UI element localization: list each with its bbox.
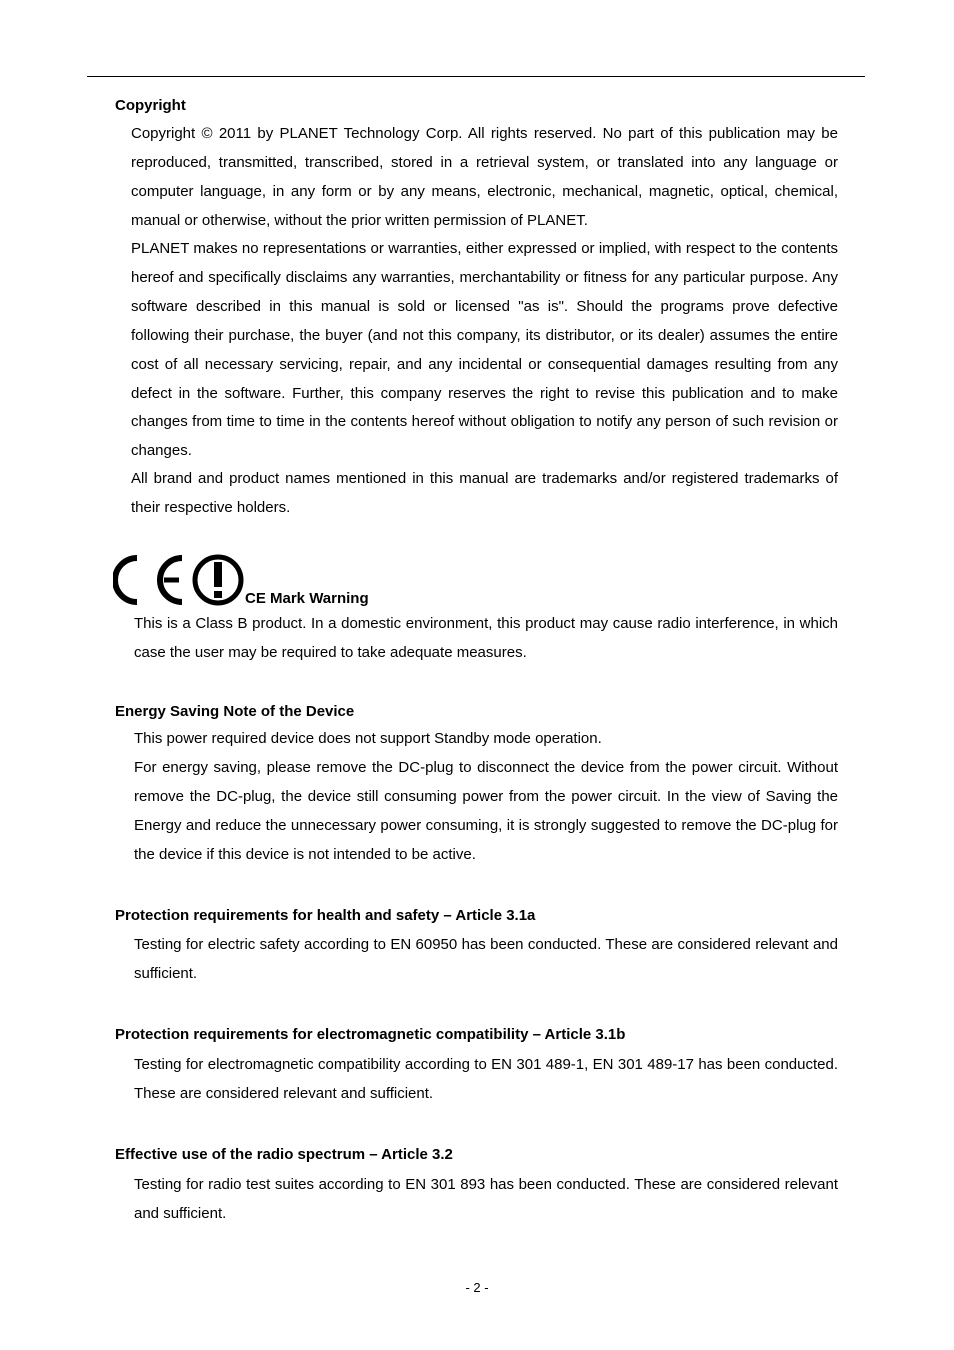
health-safety-heading: Protection requirements for health and safety – Article 3.1a [115,907,536,924]
ce-alert-mark-icon [113,553,248,606]
ce-mark-heading: CE Mark Warning [245,590,369,607]
copyright-heading: Copyright [115,97,186,114]
page-number: - 2 - [465,1280,489,1295]
copyright-paragraph-1: Copyright © 2011 by PLANET Technology Corp. All rights reserved. No part of this publication may be reproduced, transmitted, transcribed, stored in a retrieval system, or translated into any language or computer language, in any form or by any means, electronic, mechanical, magnetic, optical, chemical, manual or otherwise, without the prior written permission of PLANET. [131,125,838,229]
header-rule [87,76,865,77]
radio-spectrum-paragraph: Testing for radio test suites according to EN 301 893 has been conducted. These are considered relevant and sufficient. [134,1176,838,1222]
energy-paragraph-2: For energy saving, please remove the DC-plug to disconnect the device from the power circuit. Without remove the DC-plug, the device still consuming power from the power circuit. In the view of Saving the Energy and reduce the unnecessary power consuming, it is strongly suggested to remove the DC-plug for the device if this device is not intended to be active. [134,759,838,863]
emc-heading: Protection requirements for electromagnetic compatibility – Article 3.1b [115,1026,626,1043]
copyright-paragraph-3: All brand and product names mentioned in this manual are trademarks and/or registered trademarks of their respective holders. [131,470,838,516]
copyright-paragraph-2: PLANET makes no representations or warranties, either expressed or implied, with respect to the contents hereof and specifically disclaims any warranties, merchantability or fitness for any particular purpose. Any software described in this manual is sold or licensed "as is". Should the programs prove defective following their purchase, the buyer (and not this company, its distributor, or its dealer) assumes the entire cost of all necessary servicing, repair, and any incidental or consequential damages resulting from any defect in the software. Further, this company reserves the right to revise this publication and to make changes from time to time in the contents hereof without obligation to notify any person of such revision or changes. [131,240,838,460]
energy-paragraph-1: This power required device does not support Standby mode operation. [134,730,602,747]
health-safety-paragraph: Testing for electric safety according to EN 60950 has been conducted. These are considered relevant and sufficient. [134,936,838,982]
radio-spectrum-heading: Effective use of the radio spectrum – Article 3.2 [115,1146,453,1163]
ce-mark-paragraph: This is a Class B product. In a domestic environment, this product may cause radio interference, in which case the user may be required to take adequate measures. [134,615,838,661]
emc-paragraph: Testing for electromagnetic compatibility according to EN 301 489-1, EN 301 489-17 has been conducted. These are considered relevant and sufficient. [134,1056,838,1102]
energy-heading: Energy Saving Note of the Device [115,703,355,720]
